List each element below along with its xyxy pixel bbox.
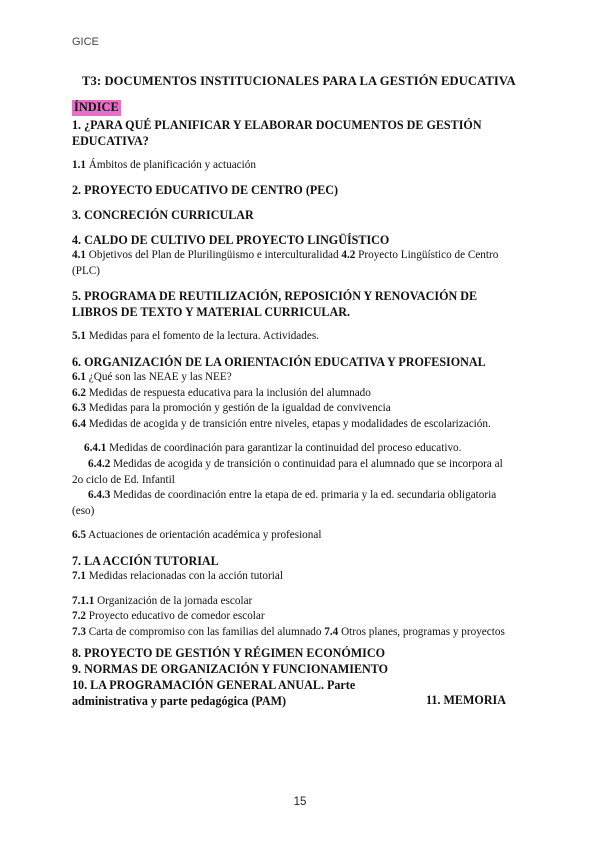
section-6-heading: 6. ORGANIZACIÓN DE LA ORIENTACIÓN EDUCATIVA Y PROFESIONAL <box>72 354 486 369</box>
toc-entry-6-4-1: 6.4.1 Medidas de coordinación para garantizar la continuidad del proceso educativo. <box>84 442 462 455</box>
section-1-heading: 1. ¿PARA QUÉ PLANIFICAR Y ELABORAR DOCUMENTOS DE GESTIÓN EDUCATIVA? <box>72 117 482 148</box>
section-5-heading: 5. PROGRAMA DE REUTILIZACIÓN, REPOSICIÓN Y RENOVACIÓN DE LIBROS DE TEXTO Y MATERIAL CURRICULAR. <box>72 289 478 320</box>
toc-entry-6-4: 6.4 Medidas de acogida y de transición entre niveles, etapas y modalidades de escolarización. <box>72 417 491 430</box>
page-header: GICE <box>72 36 99 48</box>
section-4-heading: 4. CALDO DE CULTIVO DEL PROYECTO LINGÜÍSTICO <box>72 233 390 248</box>
toc-entry-7-1: 7.1 Medidas relacionadas con la acción tutorial <box>72 569 283 582</box>
toc-entry-5-1: 5.1 Medidas para el fomento de la lectura. Actividades. <box>72 330 319 343</box>
section-8-heading: 8. PROYECTO DE GESTIÓN Y RÉGIMEN ECONÓMICO <box>72 646 386 661</box>
toc-entry-1-1: 1.1 Ámbitos de planificación y actuación <box>72 158 256 171</box>
table-of-contents <box>72 100 512 709</box>
toc-entry-6-1: 6.1 ¿Qué son las NEAE y las NEE? <box>72 370 232 383</box>
toc-entry-7-1-1: 7.1.1 Organización de la jornada escolar <box>72 594 253 607</box>
section-9-heading: 9. NORMAS DE ORGANIZACIÓN Y FUNCIONAMIENTO <box>72 662 389 677</box>
section-7-heading: 7. LA ACCIÓN TUTORIAL <box>72 553 219 568</box>
toc-entry-6-5: 6.5 Actuaciones de orientación académica y profesional <box>72 529 322 542</box>
section-3-heading: 3. CONCRECIÓN CURRICULAR <box>72 208 254 223</box>
toc-entry-6-4-2: 6.4.2 Medidas de acogida y de transición o continuidad para el alumnado que se incorpora al 2o ciclo de Ed. Infantil <box>72 457 503 486</box>
section-10-heading: 10. LA PROGRAMACIÓN GENERAL ANUAL. Parte administrativa y parte pedagógica (PAM) <box>72 678 356 709</box>
section-2-heading: 2. PROYECTO EDUCATIVO DE CENTRO (PEC) <box>72 183 339 198</box>
toc-entry-6-4-3: 6.4.3 Medidas de coordinación entre la etapa de ed. primaria y la ed. secundaria obligatoria (eso) <box>72 489 497 517</box>
toc-entry-7-3: 7.3 Carta de compromiso con las familias del alumnado 7.4 Otros planes, programas y proyectos <box>72 625 505 638</box>
toc-entry-4-1: 4.1 Objetivos del Plan de Plurilingüismo e interculturalidad 4.2 Proyecto Lingüístico de Centro (PLC) <box>72 249 499 277</box>
toc-entry-6-3: 6.3 Medidas para la promoción y gestión de la igualdad de convivencia <box>72 402 391 415</box>
document-title: T3: DOCUMENTOS INSTITUCIONALES PARA LA GESTIÓN EDUCATIVA <box>82 74 516 88</box>
toc-entry-6-2: 6.2 Medidas de respuesta educativa para la inclusión del alumnado <box>72 386 371 399</box>
section-11-heading: 11. MEMORIA <box>426 693 506 708</box>
index-heading: ÍNDICE <box>74 100 119 114</box>
toc-entry-7-2: 7.2 Proyecto educativo de comedor escolar <box>72 610 265 623</box>
page-number: 15 <box>293 796 307 808</box>
